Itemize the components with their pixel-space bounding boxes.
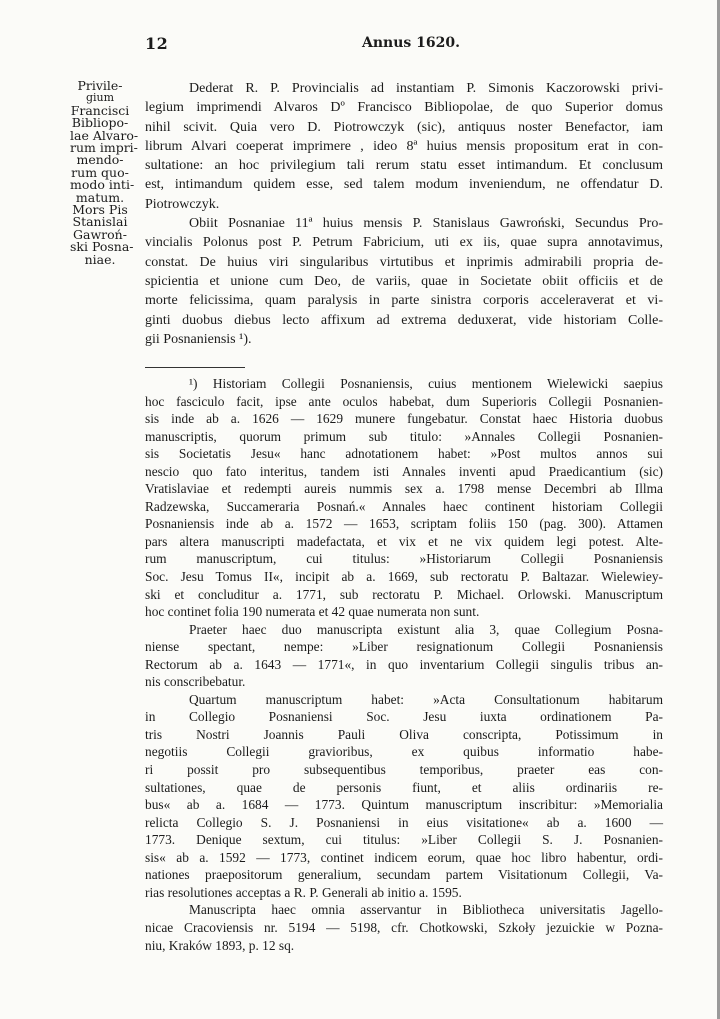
footnote-line: Quartum manuscriptum habet: »Acta Consultationum habitarum xyxy=(189,691,663,707)
running-head: Annus 1620. xyxy=(362,35,460,51)
footnote-line: ¹) Historiam Collegii Posnaniensis, cuius mentionem Wielewicki saepius xyxy=(189,376,663,391)
footnote-line: rum manuscriptum, cui titulus: »Historiarum Collegii Posnaniensis xyxy=(145,551,663,567)
footnote-line: tris Nostri Joannis Pauli Oliva conscripta, Potissimum in xyxy=(145,726,663,742)
footnote-line: ri possit pro subsequentibus temporibus, praeter eas con- xyxy=(145,762,663,778)
footnote-line: nescio quo fato interitus, tandem isti Annales inventi apud Praedicantium (sic) xyxy=(145,463,663,479)
footnote-line: sultationes, quae de personis fiunt, et aliis ordinariis re- xyxy=(145,779,663,795)
marginal-note-line: gium xyxy=(85,91,115,105)
marginal-note-line: rum impri- xyxy=(70,140,138,156)
footnote-line: bus« ab a. 1684 — 1773. Quintum manuscriptum inscribitur: »Memorialia xyxy=(145,797,663,813)
footnote-line: nis conscribebatur. xyxy=(145,674,246,690)
text-line: ginti duobus diebus lecto affixum ad extrema deduxerat, vide historiam Colle- xyxy=(145,312,663,328)
text-line: gii Posnaniensis ¹). xyxy=(145,331,252,347)
marginal-note-line: lae Alvaro- xyxy=(70,127,139,143)
footnote-line: hoc continet folia 190 numerata et 42 quae numerata non sunt. xyxy=(145,604,480,620)
footnote-rule xyxy=(145,367,245,368)
text-line: vincialis Polonus post P. Petrum Fabricium, uti ex iis, quae supra annotavimus, xyxy=(145,235,663,251)
marginal-note-line: Privile- xyxy=(77,78,123,93)
marginal-note-line: rum quo- xyxy=(71,164,129,180)
footnote-line: sis inde ab a. 1626 — 1629 munere fungebatur. Constat haec Historia duobus xyxy=(145,411,663,427)
marginal-note-line: mendo- xyxy=(76,152,124,168)
marginal-note xyxy=(70,78,139,267)
text-line: est, intimandum quidem esse, sed talem modum inveniendum, ne offendatur D. xyxy=(145,177,663,193)
marginal-note-line: Gawroń- xyxy=(73,226,127,242)
marginal-note-line: Francisci xyxy=(70,102,130,118)
marginal-note-line: modo inti- xyxy=(70,177,135,193)
marginal-note-line: niae. xyxy=(84,251,116,267)
footnote-line: sis Societatis Jesu« hanc adnotationem habet: »Post multos annos sui xyxy=(145,446,663,462)
footnote-line: manuscriptis, quorum primum sub titulo: »Annales Collegii Posnanien- xyxy=(145,428,663,444)
text-line: constat. De huius viri singularibus virtutibus et inprimis admirabili propria de- xyxy=(145,254,663,270)
text-line: spicientia et unione cum Deo, de variis, quae in Societate obiit officiis et de xyxy=(145,273,663,289)
footnote-line: Posnaniensis inde ab a. 1572 — 1653, scriptam foliis 150 (pag. 300). Attamen xyxy=(145,516,663,532)
footnote-line: pars altera manuscripti madefactata, et vix et ne vix quidem legi potest. Alte- xyxy=(145,533,663,549)
footnote-line: Radzewska, Succameraria Posnań.« Annales haec continent historiam Collegii xyxy=(145,498,663,514)
footnote-line: 1773. Denique sextum, cui titulus: »Liber Collegii S. J. Posnanien- xyxy=(145,832,663,848)
marginal-note-line: matum. xyxy=(75,189,125,205)
text-line: Obiit Posnaniae 11ª huius mensis P. Stanislaus Gawroński, Secundus Pro- xyxy=(189,216,663,232)
text-line: Dederat R. P. Provincialis ad instantiam P. Simonis Kaczorowski privi- xyxy=(189,81,663,96)
footnote-line: negotiis Collegii gravioribus, ex quibus informatio habe- xyxy=(145,744,663,760)
text-line: morte felicissima, quam paralysis in parte sinistra corporis acceleraverat et vi- xyxy=(145,293,663,309)
footnote-line: Rectorum ab a. 1643 — 1771«, in quo inventarium Collegii singulis tribus an- xyxy=(145,656,663,672)
footnote-line: in Collegio Posnaniensi Soc. Jesu iuxta ordinationem Pa- xyxy=(145,709,663,725)
footnote-line: hoc fasciculo facit, ipse ante oculos habebat, dum Superioris Collegii Posnanien- xyxy=(145,393,663,409)
marginal-note-line: Mors Pis xyxy=(72,202,128,218)
footnote-line: rias resolutiones acceptas a R. P. Generali ab initio a. 1595. xyxy=(145,884,462,900)
footnote xyxy=(145,375,663,954)
footnote-line: nationes praepositorum generalium, secundam partem Visitationum Collegii, Va- xyxy=(145,867,663,883)
text-line: librum Alvari coeperat imprimere , ideo 8ª huius mensis propositum erat in con- xyxy=(145,138,663,154)
footnote-line: sis« ab a. 1592 — 1773, continet indicem eorum, quae hoc libro habentur, ordi- xyxy=(145,849,663,865)
marginal-note-line: ski Posna- xyxy=(70,239,134,255)
footnote-line: ski et concluditur a. 1771, sub rectoratu P. Michael. Orlowski. Manuscriptum xyxy=(145,586,663,602)
text-line: nihil scivit. Quia vero D. Piotrowczyk (sic), antiquus noster Benefactor, iam xyxy=(145,119,663,135)
text-line: legium imprimendi Alvaros Dº Francisco Bibliopolae, de quo Superior domus xyxy=(145,100,663,116)
page-number: 12 xyxy=(145,34,169,53)
footnote-line: nicae Cracoviensis nr. 5194 — 5198, cfr. Chotkowski, Szkoły jezuickie w Pozna- xyxy=(145,919,663,935)
text-line: sultatione: an hoc privilegium tali rerum statu esset intimandum. Et conclusum xyxy=(145,158,663,174)
footnote-line: Praeter haec duo manuscripta existunt alia 3, quae Collegium Posna- xyxy=(189,621,663,637)
text-line: Piotrowczyk. xyxy=(145,196,220,212)
footnote-line: Vratislaviae et redempti aureis nummis sex a. 1798 mense Decembri ab Illma xyxy=(145,481,663,497)
main-text xyxy=(145,79,663,349)
footnote-line: niu, Kraków 1893, p. 12 sq. xyxy=(145,937,295,953)
marginal-note-line: Stanislai xyxy=(72,214,128,230)
footnote-line: niense spectant, nempe: »Liber resignationum Collegii Posnaniensis xyxy=(145,639,663,655)
footnote-line: Soc. Jesu Tomus II«, incipit ab a. 1669, sub rectoratu P. Baltazar. Wielewiey- xyxy=(145,569,663,585)
footnote-line: Manuscripta haec omnia asservantur in Bibliotheca universitatis Jagello- xyxy=(189,902,663,918)
marginal-note-line: Bibliopo- xyxy=(71,115,129,131)
footnote-line: relicta Collegio S. J. Posnaniensi in eius visitatione« ab a. 1600 — xyxy=(145,814,663,830)
